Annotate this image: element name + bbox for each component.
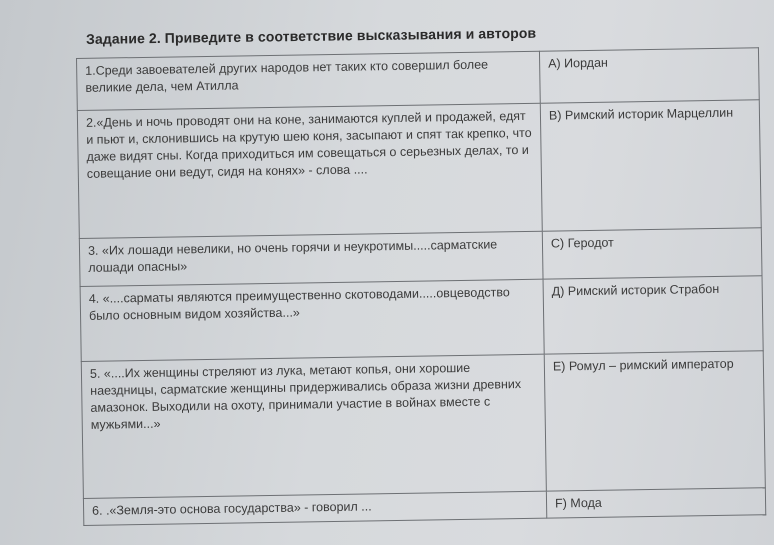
statement-cell: 6. .«Земля-это основа государства» - говорил ...: [83, 491, 546, 526]
author-cell: С) Геродот: [542, 228, 762, 279]
statement-cell: 5. «....Их женщины стреляют из лука, метают копья, они хорошие наездницы, сарматские женщины придерживались образа жизни древних амазонок. Выходили на охоту, принимали участие в войнах вместе с мужьями...»: [81, 354, 546, 498]
matching-table: [76, 47, 766, 526]
author-cell: Е) Ромул – римский император: [544, 351, 765, 491]
statement-cell: 4. «....сарматы являются преимущественно скотоводами.....овцеводство было основным видом хозяйства...»: [80, 279, 544, 361]
statement-cell: 3. «Их лошади невелики, но очень горячи и неукротимы.....сарматские лошади опасны»: [79, 231, 543, 286]
task-title: Задание 2. Приведите в соответствие высказывания и авторов: [86, 24, 537, 47]
table-row: [77, 100, 761, 238]
author-cell: Д) Римский историк Страбон: [543, 276, 763, 355]
matching-table-wrapper: [76, 47, 763, 526]
author-cell: В) Римский историк Марцеллин: [540, 100, 761, 231]
statement-cell: 2.«День и ночь проводят они на коне, занимаются куплей и продажей, едят и пьют и, склонившись на крутую шею коня, засыпают и спят так крепко, что даже видят сны. Когда приходиться им совещаться о серьезных делах, то и совещание они ведут, сидя на конях» - слова ....: [77, 104, 542, 239]
author-cell: F) Мода: [546, 487, 765, 518]
table-row: [80, 276, 763, 362]
author-cell: А) Иордан: [539, 48, 759, 104]
table-row: [81, 351, 765, 498]
statement-cell: 1.Среди завоевателей других народов нет таких кто совершил более великие дела, чем Атилла: [77, 51, 541, 111]
